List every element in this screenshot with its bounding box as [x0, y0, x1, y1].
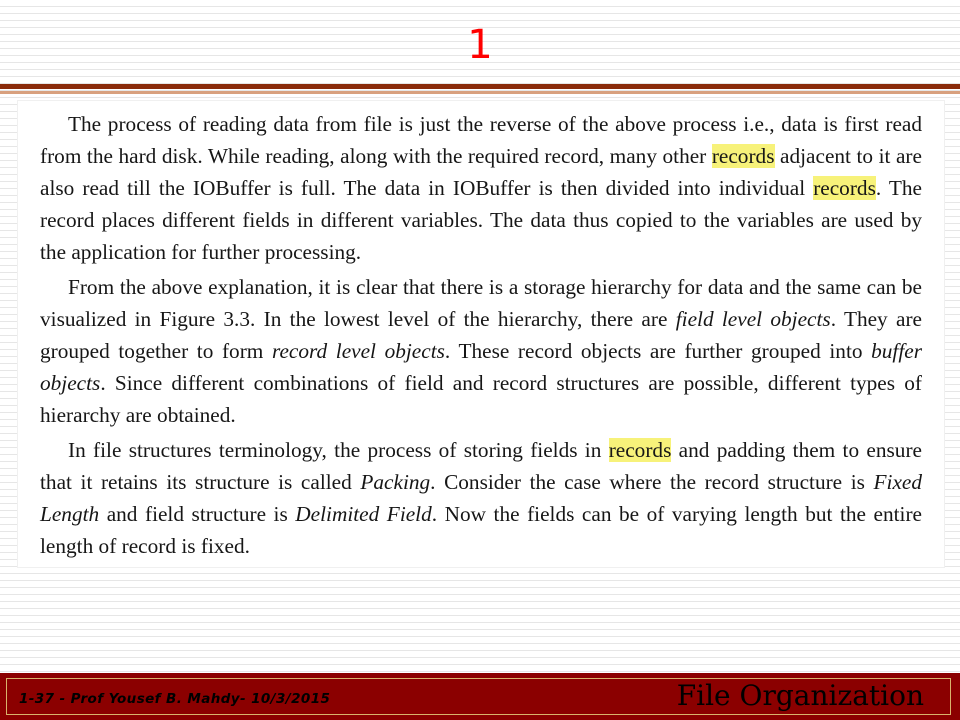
p3-text-4: and field structure is: [99, 502, 296, 526]
paragraph-1: [40, 108, 922, 268]
italic-term: buffer objects: [40, 339, 922, 395]
scanned-text-image: [18, 101, 944, 567]
p2-text-4: . Since different combinations of field and record structures are possible, different types of hierarchy are obtained.: [40, 371, 922, 427]
p1-text-2: adjacent to it are also read till the IOBuffer is full. The data in IOBuffer is then divided into individual: [40, 144, 922, 200]
italic-term: Delimited Field: [295, 502, 432, 526]
document-text: [40, 108, 922, 565]
highlighted-word: records: [813, 176, 876, 200]
title-rule-dark: [0, 84, 960, 89]
paragraph-2: [40, 271, 922, 431]
italic-term: Packing: [360, 470, 431, 494]
p2-text-1: From the above explanation, it is clear that there is a storage hierarchy for data and the same can be visualized in Figure 3.3. In the lowest level of the hierarchy, there are: [40, 275, 922, 331]
highlighted-word: records: [711, 144, 775, 168]
p3-text-2: and padding them to ensure that it retains its structure is called: [40, 438, 922, 494]
p3-text-3: . Consider the case where the record structure is: [430, 470, 874, 494]
italic-term: field level objects: [675, 307, 831, 331]
p2-text-2: . They are grouped together to form: [40, 307, 922, 363]
italic-term: record level objects: [271, 339, 445, 363]
footer-bar: [0, 673, 960, 720]
p1-text-3: . The record places different fields in different variables. The data thus copied to the variables are used by the application for further processing.: [40, 176, 922, 264]
highlighted-word: records: [608, 438, 672, 462]
p3-text-1: In file structures terminology, the process of storing fields in: [68, 438, 609, 462]
paragraph-3: [40, 434, 922, 562]
p1-text-1: The process of reading data from file is just the reverse of the above process i.e., data is first read from the hard disk. While reading, along with the required record, many other: [40, 112, 922, 168]
p2-text-3: . These record objects are further grouped into: [444, 339, 872, 363]
title-rule-light: [0, 91, 960, 94]
p3-text-5: . Now the fields can be of varying length but the entire length of record is fixed.: [40, 502, 922, 558]
footer-author-date: 1-37 - Prof Yousef B. Mahdy- 10/3/2015: [19, 691, 331, 707]
italic-term: Fixed Length: [40, 470, 923, 526]
slide-title: 1: [467, 22, 493, 68]
footer-topic: File Organization: [676, 679, 924, 712]
footer-frame: [6, 678, 951, 715]
